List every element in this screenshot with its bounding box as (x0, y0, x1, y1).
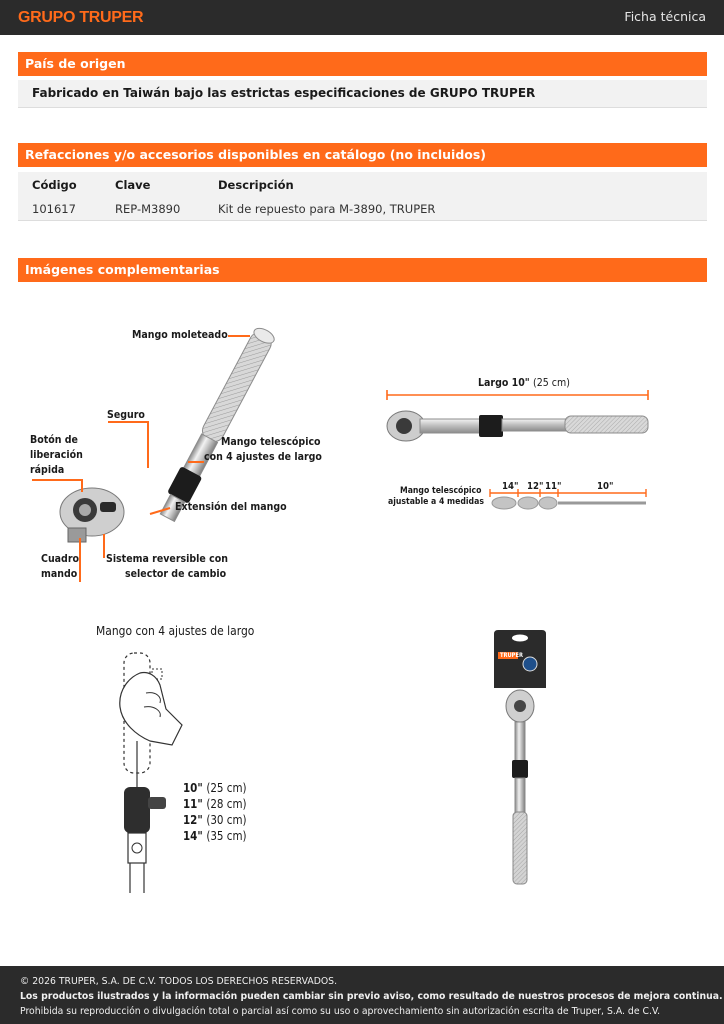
accessories-section-header: Refacciones y/o accesorios disponibles en catálogo (no incluidos) (18, 143, 707, 167)
label-ajustable-2: ajustable a 4 medidas (388, 497, 484, 507)
label-telescopico-1: Mango telescópico (221, 435, 321, 448)
measure-10: 10" (597, 481, 614, 492)
table-cell-descripcion: Kit de repuesto para M-3890, TRUPER (218, 202, 436, 216)
length-option-14: 14" (35 cm) (183, 829, 247, 843)
label-boton-2: liberación (30, 448, 83, 461)
label-cuadro-1: Cuadro (41, 552, 80, 565)
package-brand: TRUPER (500, 652, 523, 659)
images-section-header: Imágenes complementarias (18, 258, 707, 282)
column-header-codigo: Código (32, 178, 77, 192)
length-option-12: 12" (30 cm) (183, 813, 247, 827)
footer-copyright: © 2026 TRUPER, S.A. DE C.V. TODOS LOS DERECHOS RESERVADOS. (20, 976, 338, 987)
label-boton-3: rápida (30, 463, 65, 476)
hand-handle-illustration (100, 645, 200, 895)
origin-section-header: País de origen (18, 52, 707, 76)
label-cuadro-2: mando (41, 567, 78, 580)
column-header-descripcion: Descripción (218, 178, 294, 192)
accessories-table (18, 172, 707, 221)
length-option-10: 10" (25 cm) (183, 781, 247, 795)
length-option-11: 11" (28 cm) (183, 797, 247, 811)
measure-12: 12" (527, 481, 544, 492)
label-extension: Extensión del mango (175, 500, 287, 513)
measure-11: 11" (545, 481, 562, 492)
label-sistema-1: Sistema reversible con (106, 552, 228, 565)
label-mango-moleteado: Mango moleteado (132, 328, 228, 341)
diagram3-title: Mango con 4 ajustes de largo (96, 623, 255, 638)
label-boton-1: Botón de (30, 433, 78, 446)
footer-legal: Prohibida su reproducción o divulgación total o parcial así como su uso o aprovechamiento sin autorización escrita de Truper, S.A. de C.V. (20, 1006, 661, 1017)
package-product-photo (490, 626, 550, 888)
label-ajustable-1: Mango telescópico (400, 486, 482, 496)
brand-logo: GRUPO TRUPER (18, 9, 144, 26)
origin-text: Fabricado en Taiwán bajo las estrictas especificaciones de GRUPO TRUPER (32, 86, 536, 100)
measure-14: 14" (502, 481, 519, 492)
label-seguro: Seguro (107, 408, 145, 421)
table-cell-clave: REP-M3890 (115, 202, 181, 216)
table-cell-codigo: 101617 (32, 202, 76, 216)
footer-notice: Los productos ilustrados y la información pueden cambiar sin previo aviso, como resultado de nuestros procesos de mejora continua. (20, 991, 723, 1002)
origin-row (18, 80, 707, 108)
label-largo: Largo 10" (25 cm) (478, 376, 570, 389)
footer (0, 966, 724, 1024)
column-header-clave: Clave (115, 178, 151, 192)
top-bar (0, 0, 724, 35)
label-sistema-2: selector de cambio (125, 567, 227, 580)
document-type: Ficha técnica (624, 9, 706, 24)
label-telescopico-2: con 4 ajustes de largo (204, 450, 322, 463)
